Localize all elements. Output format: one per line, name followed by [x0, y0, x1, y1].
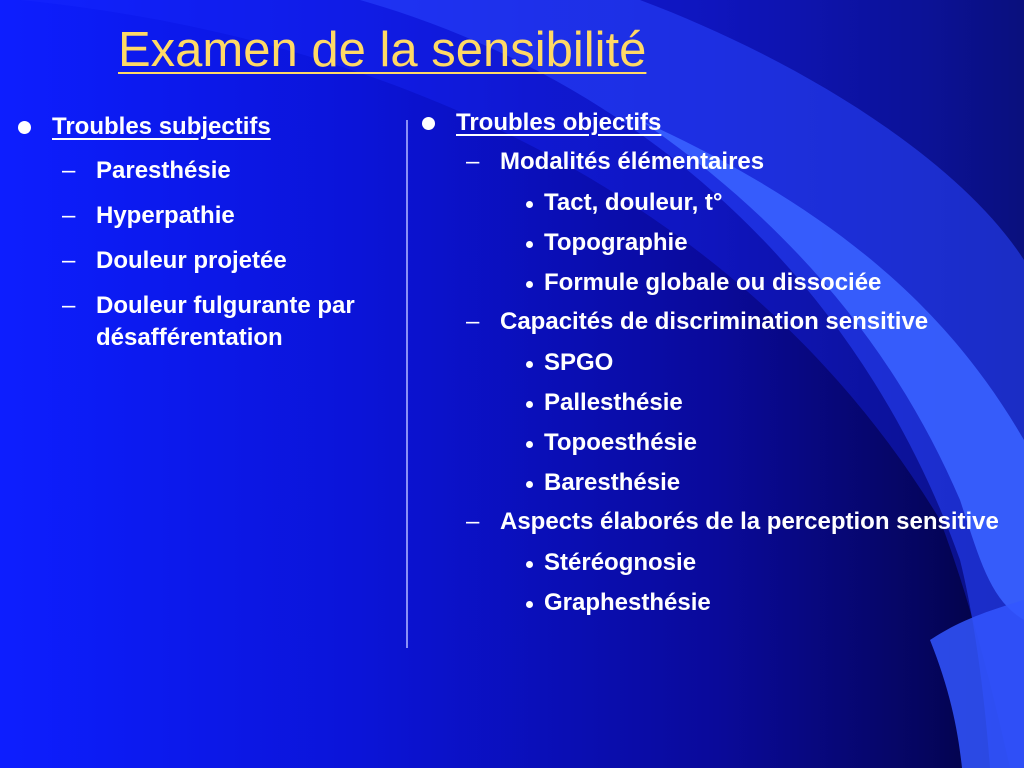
left-heading: Troubles subjectifs — [52, 113, 271, 140]
column-divider — [406, 120, 408, 648]
dash-icon: – — [62, 247, 76, 274]
list-item — [52, 155, 406, 187]
right-column — [418, 108, 1018, 618]
sub-item-text: Pallesthésie — [544, 389, 683, 416]
item-text: Paresthésie — [96, 157, 231, 184]
sub-item-text: Stéréognosie — [544, 549, 697, 576]
sub-item — [500, 588, 1018, 618]
sub-item — [500, 548, 1018, 578]
dash-icon: – — [466, 308, 480, 335]
right-heading-item — [418, 108, 1018, 618]
slide-title: Examen de la sensibilité — [118, 23, 647, 77]
dash-icon: – — [62, 157, 76, 184]
group-item — [456, 306, 1018, 498]
bullet-dot-icon — [18, 121, 31, 134]
left-column — [14, 112, 406, 354]
small-bullet-icon — [526, 441, 533, 448]
sub-item — [500, 428, 1018, 458]
sub-item-text: Formule globale ou dissociée — [544, 269, 882, 296]
sub-item — [500, 268, 1018, 298]
list-item — [52, 245, 406, 277]
small-bullet-icon — [526, 481, 533, 488]
swoosh-edge — [930, 600, 1024, 768]
group-item — [456, 146, 1018, 298]
dash-icon: – — [466, 148, 480, 175]
small-bullet-icon — [526, 561, 533, 568]
group-label: Capacités de discrimination sensitive — [500, 308, 929, 335]
group-item — [456, 506, 1018, 618]
small-bullet-icon — [526, 201, 533, 208]
sub-item-text: Topoesthésie — [544, 429, 697, 456]
sub-item-text: Tact, douleur, t° — [544, 189, 723, 216]
item-text: Hyperpathie — [96, 202, 235, 229]
small-bullet-icon — [526, 601, 533, 608]
dash-icon: – — [466, 508, 480, 535]
small-bullet-icon — [526, 241, 533, 248]
item-text: Douleur projetée — [96, 247, 287, 274]
right-heading: Troubles objectifs — [456, 109, 662, 136]
sub-item — [500, 188, 1018, 218]
small-bullet-icon — [526, 361, 533, 368]
sub-item — [500, 388, 1018, 418]
group-label: Modalités élémentaires — [500, 148, 765, 175]
sub-item-text: Topographie — [544, 229, 688, 256]
small-bullet-icon — [526, 281, 533, 288]
sub-item — [500, 468, 1018, 498]
list-item — [52, 290, 406, 354]
bullet-dot-icon — [422, 117, 435, 130]
dash-icon: – — [62, 292, 76, 319]
sub-item — [500, 228, 1018, 258]
small-bullet-icon — [526, 401, 533, 408]
sub-item-text: Baresthésie — [544, 469, 681, 496]
group-label: Aspects élaborés de la perception sensitive — [500, 508, 999, 535]
sub-item-text: SPGO — [544, 349, 614, 376]
dash-icon: – — [62, 202, 76, 229]
sub-item-text: Graphesthésie — [544, 589, 711, 616]
sub-item — [500, 348, 1018, 378]
list-item — [52, 200, 406, 232]
item-text: Douleur fulgurante par désafférentation — [96, 292, 355, 351]
left-heading-item — [14, 112, 406, 354]
